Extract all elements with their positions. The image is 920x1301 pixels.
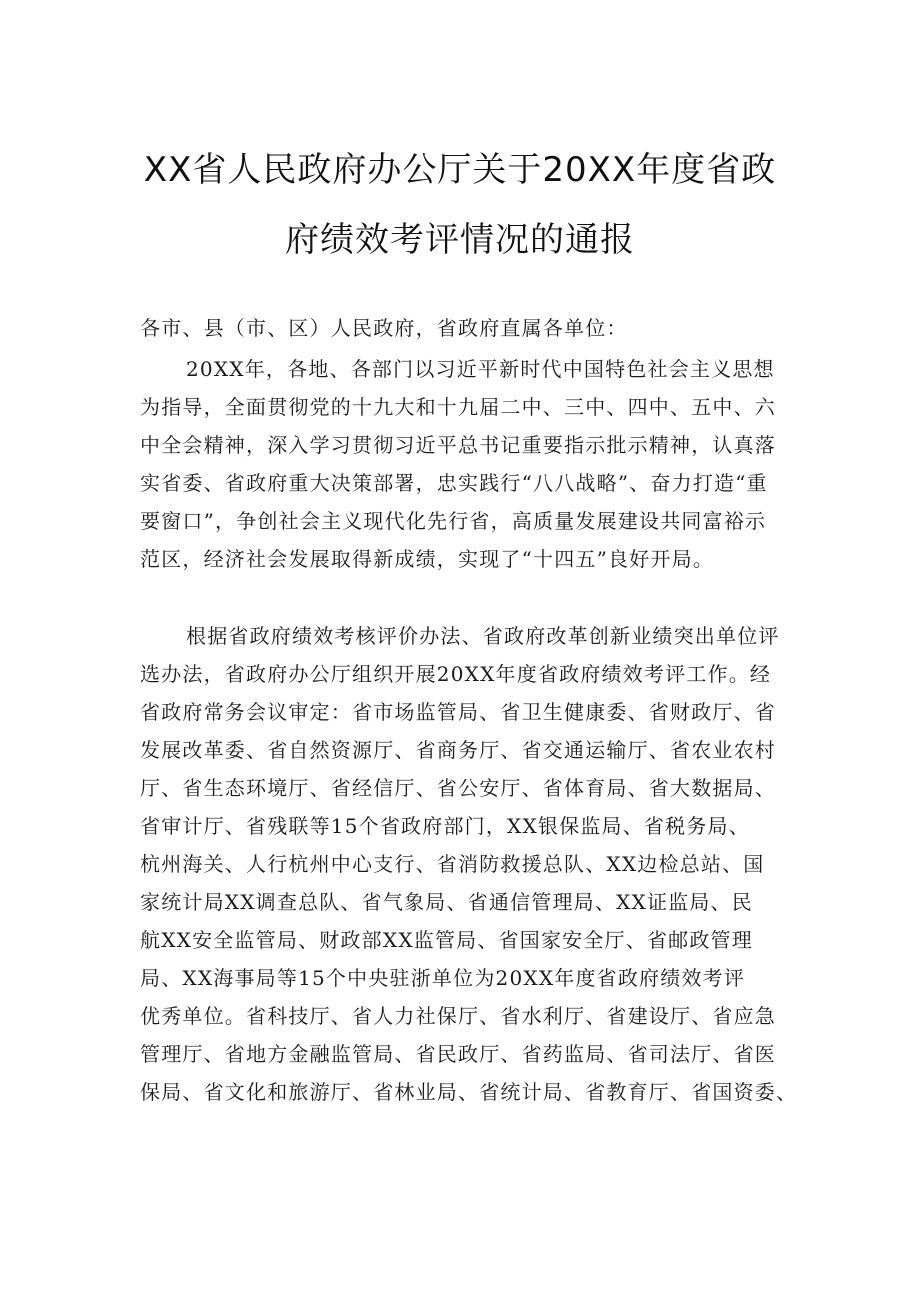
paragraph-2-line: 局、XX海事局等15个中央驻浙单位为20XX年度省政府绩效考评 — [140, 966, 746, 990]
paragraph-2-line: 根据省政府绩效考核评价办法、省政府改革创新业绩突出单位评 — [186, 624, 780, 648]
paragraph-2 — [140, 617, 798, 1111]
paragraph-2-line: 杭州海关、人行杭州中心支行、省消防救援总队、XX边检总站、国 — [140, 852, 765, 876]
paragraph-2-line: 家统计局XX调查总队、省气象局、省通信管理局、XX证监局、民 — [140, 890, 753, 914]
document-title-line-1: XX省人民政府办公厅关于20XX年度省政 — [143, 150, 777, 190]
paragraph-1-line: 20XX年，各地、各部门以习近平新时代中国特色社会主义思想 — [186, 357, 775, 381]
paragraph-1-line: 实省委、省政府重大决策部署，忠实践行“八八战略”、奋力打造“重 — [140, 471, 768, 495]
paragraph-2-line: 保局、省文化和旅游厅、省林业局、省统计局、省教育厅、省国资委、 — [140, 1080, 798, 1104]
paragraph-2-line: 省政府常务会议审定：省市场监管局、省卫生健康委、省财政厅、省 — [140, 700, 776, 724]
paragraph-1-line: 中全会精神，深入学习贯彻习近平总书记重要指示批示精神，认真落 — [140, 433, 776, 457]
paragraph-1 — [140, 350, 790, 578]
document-title-line-2: 府绩效考评情况的通报 — [285, 220, 635, 260]
salutation: 各市、县（市、区）人民政府，省政府直属各单位： — [140, 316, 628, 340]
paragraph-2-line: 优秀单位。省科技厅、省人力社保厅、省水利厅、省建设厅、省应急 — [140, 1004, 776, 1028]
paragraph-1-line: 范区，经济社会发展取得新成绩，实现了“十四五”良好开局。 — [140, 547, 715, 571]
paragraph-2-line: 选办法，省政府办公厅组织开展20XX年度省政府绩效考评工作。经 — [140, 662, 772, 686]
paragraph-2-line: 管理厅、省地方金融监管局、省民政厅、省药监局、省司法厅、省医 — [140, 1042, 776, 1066]
paragraph-1-line: 要窗口”，争创社会主义现代化先行省，高质量发展建设共同富裕示 — [140, 509, 767, 533]
paragraph-2-line: 发展改革委、省自然资源厅、省商务厅、省交通运输厅、省农业农村 — [140, 738, 776, 762]
paragraph-2-line: 省审计厅、省残联等15个省政府部门，XX银保监局、省税务局、 — [140, 814, 750, 838]
paragraph-2-line: 航XX安全监管局、财政部XX监管局、省国家安全厅、省邮政管理 — [140, 928, 753, 952]
paragraph-1-line: 为指导，全面贯彻党的十九大和十九届二中、三中、四中、五中、六 — [140, 395, 776, 419]
paragraph-2-line: 厅、省生态环境厅、省经信厅、省公安厅、省体育局、省大数据局、 — [140, 776, 776, 800]
